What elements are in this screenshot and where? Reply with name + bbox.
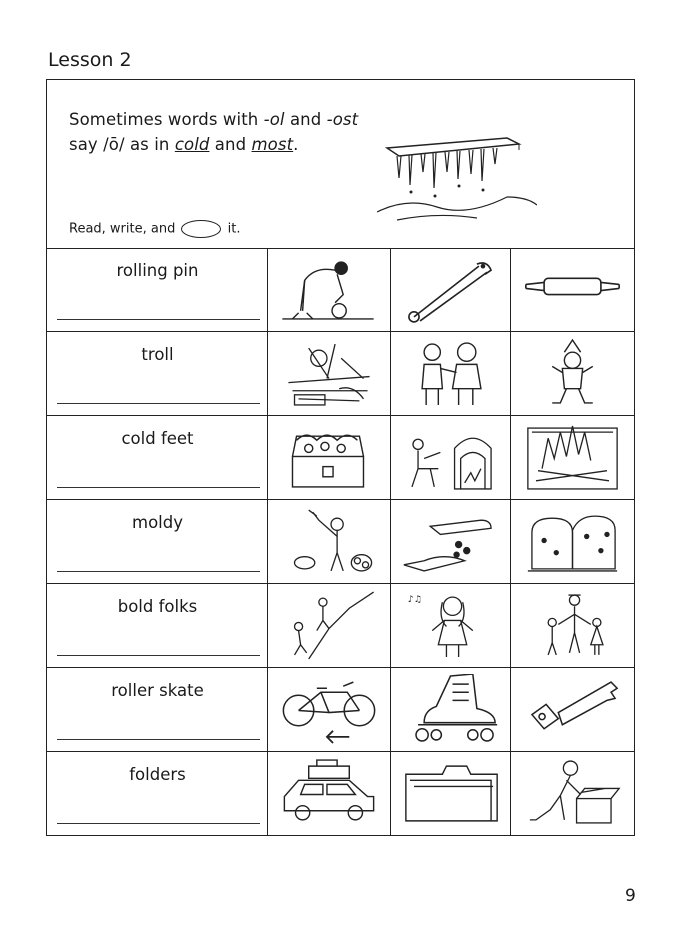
- word-label: rolling pin: [116, 261, 199, 280]
- person-by-fireplace-icon: [399, 422, 502, 493]
- burning-logs-icon: [519, 422, 626, 493]
- lesson-title: Lesson 2: [48, 49, 132, 71]
- write-line[interactable]: [57, 403, 260, 404]
- rule-line-2: say /ō/ as in cold and most.: [69, 135, 299, 154]
- exercise-row: [47, 248, 634, 332]
- troll-elf-icon: [519, 338, 626, 409]
- picture-cell[interactable]: [268, 248, 391, 331]
- picture-cell[interactable]: [268, 332, 391, 415]
- safety-pin-icon: [399, 254, 502, 325]
- icicles-illustration-icon: [377, 130, 537, 225]
- picture-cell[interactable]: [511, 332, 634, 415]
- singing-girl-icon: [399, 590, 502, 661]
- exercise-row: [47, 500, 634, 584]
- picture-cell[interactable]: [268, 668, 391, 751]
- packed-car-icon: [276, 758, 382, 829]
- picture-cell[interactable]: [391, 248, 511, 331]
- word-label: folders: [129, 765, 186, 784]
- picture-cell[interactable]: [511, 248, 634, 331]
- write-line[interactable]: [57, 487, 260, 488]
- exercise-row: [47, 752, 634, 835]
- word-label: troll: [141, 345, 174, 364]
- write-line[interactable]: [57, 739, 260, 740]
- two-kids-icon: [399, 338, 502, 409]
- worksheet: [46, 79, 635, 836]
- picture-cell[interactable]: [511, 500, 634, 583]
- intro-box: [47, 80, 634, 249]
- rolling-pin-icon: [519, 254, 626, 325]
- exercise-row: [47, 416, 634, 500]
- word-label: cold feet: [121, 429, 194, 448]
- picture-cell[interactable]: [391, 584, 511, 667]
- picture-cell[interactable]: [391, 332, 511, 415]
- picture-cell[interactable]: [268, 500, 391, 583]
- picture-cell[interactable]: [511, 584, 634, 667]
- word-label: moldy: [132, 513, 183, 532]
- file-folder-icon: [399, 758, 502, 829]
- picture-cell[interactable]: [268, 416, 391, 499]
- picture-cell[interactable]: [511, 752, 634, 835]
- treasure-chest-icon: [276, 422, 382, 493]
- climbers-on-cliff-icon: [276, 590, 382, 661]
- write-line[interactable]: [57, 655, 260, 656]
- person-packing-box-icon: [519, 758, 626, 829]
- picture-cell[interactable]: [391, 752, 511, 835]
- picture-cell[interactable]: [511, 416, 634, 499]
- pile-of-junk-icon: [276, 338, 382, 409]
- picture-cell[interactable]: [391, 500, 511, 583]
- key-icon: [519, 674, 626, 745]
- word-label: roller skate: [111, 681, 204, 700]
- exercise-row: [47, 584, 634, 668]
- person-chopping-wood-icon: [276, 506, 382, 577]
- page-number: 9: [625, 886, 636, 906]
- exercise-row: [47, 332, 634, 416]
- write-line[interactable]: [57, 319, 260, 320]
- picture-cell[interactable]: [511, 668, 634, 751]
- roller-skate-icon: [399, 674, 502, 745]
- picture-cell[interactable]: [268, 584, 391, 667]
- bicycle-icon: [276, 674, 382, 745]
- family-walking-icon: [519, 590, 626, 661]
- picture-cell[interactable]: [391, 416, 511, 499]
- picture-cell[interactable]: [268, 752, 391, 835]
- example-word-cold: cold: [174, 135, 210, 154]
- example-word-most: most: [251, 135, 294, 154]
- person-bowling-icon: [276, 254, 382, 325]
- word-picture-grid: [47, 248, 634, 835]
- word-label: bold folks: [117, 597, 198, 616]
- svg-text:♪♫: ♪♫: [407, 595, 422, 606]
- exercise-row: [47, 668, 634, 752]
- circle-oval-icon: [181, 220, 221, 238]
- picture-cell[interactable]: [391, 668, 511, 751]
- rule-line-1: Sometimes words with -ol and -ost: [69, 110, 359, 129]
- moldy-bread-icon: [519, 506, 626, 577]
- write-line[interactable]: [57, 571, 260, 572]
- write-line[interactable]: [57, 823, 260, 824]
- directions: Read, write, and it.: [69, 221, 241, 237]
- hand-dropping-coins-icon: [399, 506, 502, 577]
